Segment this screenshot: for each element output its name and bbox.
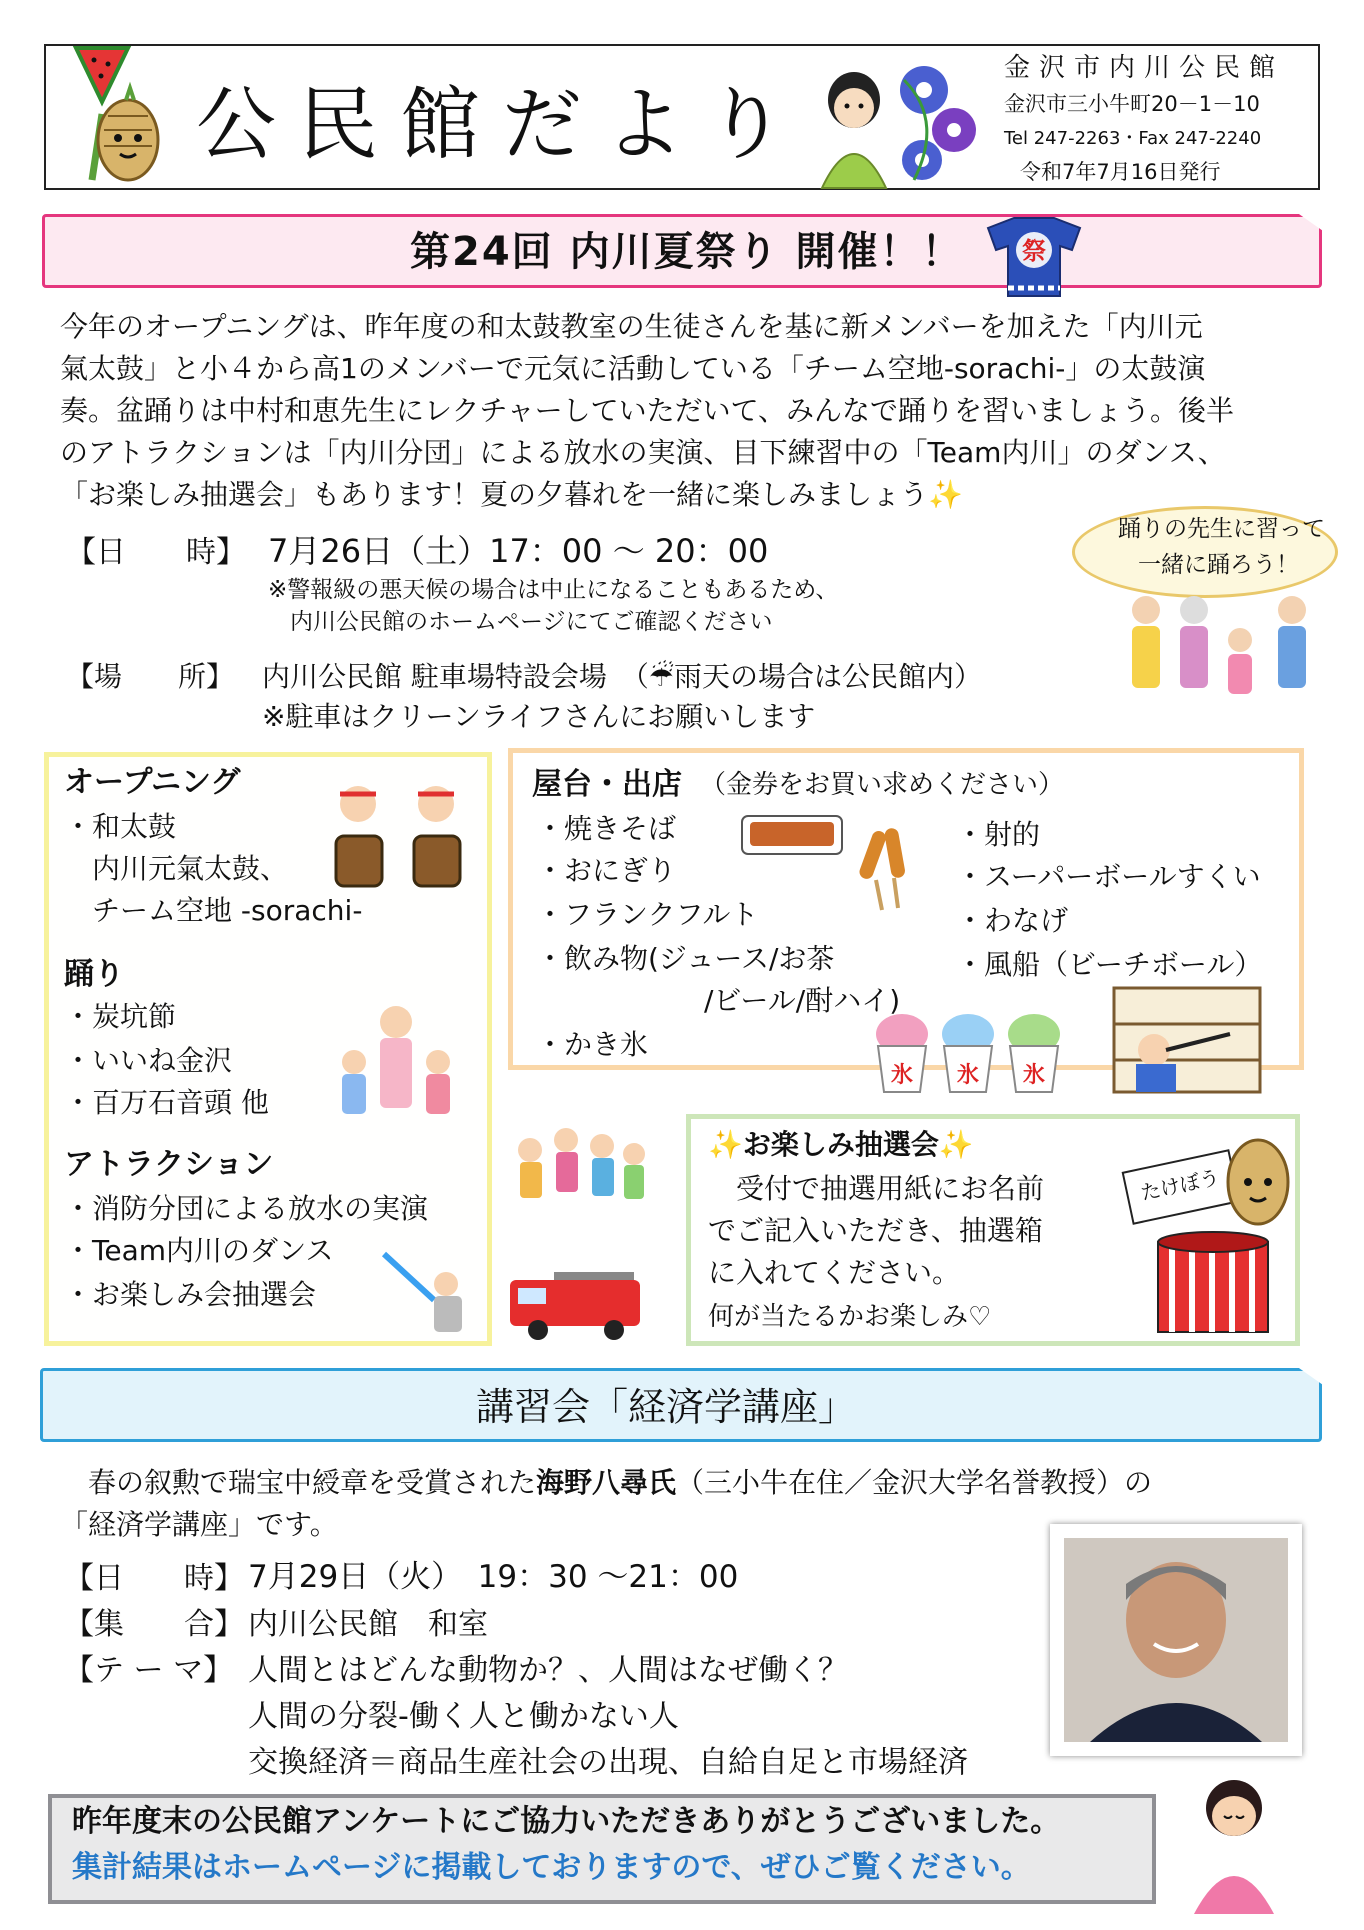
opening-heading: オープニング (64, 765, 241, 800)
weather-note-2: 内川公民館のホームページにてご確認ください (290, 609, 773, 635)
lecture-theme-line: 人間の分裂-働く人と働かない人 (248, 1699, 679, 1734)
lottery-footer: 何が当たるかお楽しみ♡ (708, 1302, 992, 1332)
publisher-address: 金沢市三小牛町20－1－10 (1004, 92, 1260, 116)
game-item: ・スーパーボールすくい (956, 860, 1261, 893)
shaved-ice-illustration (868, 1010, 1066, 1100)
lecture-intro-line-1 (60, 1462, 1152, 1504)
lecture-intro-text: 春の叙勲で瑞宝中綬章を受賞された (60, 1466, 537, 1499)
yakisoba-tray-illustration (738, 808, 846, 860)
frankfurt-illustration (852, 824, 916, 914)
svg-text:氷: 氷 (890, 1063, 914, 1088)
lecturer-portrait-image (1050, 1524, 1302, 1756)
attraction-heading: アトラクション (64, 1147, 274, 1182)
attraction-item: ・お楽しみ会抽選会 (64, 1278, 317, 1311)
bon-dance-family-illustration (1110, 590, 1336, 710)
opening-item: 内川元氣太鼓、 (64, 852, 289, 885)
parking-note: ※駐車はクリーンライフさんにお願いします (262, 700, 816, 733)
lecture-intro-text: （三小牛在住／金沢大学名誉教授）の (676, 1466, 1153, 1499)
lecturer-photo (1050, 1524, 1302, 1756)
lecture-datetime-value: 7月29日（火） 19：30 ～21：00 (248, 1559, 739, 1595)
lottery-line: でご記入いただき、抽選箱 (708, 1214, 1043, 1247)
dance-item: ・いいね金沢 (64, 1044, 233, 1077)
lecture-theme-label: 【テ ー マ】 (64, 1653, 234, 1688)
lecture-datetime-label: 【日 時】 (64, 1561, 244, 1596)
stall-item: ・かき氷 (536, 1028, 649, 1061)
lecture-place-value: 内川公民館 和室 (248, 1607, 488, 1642)
stall-item: ・焼きそば (536, 812, 677, 845)
lottery-line: に入れてください。 (708, 1256, 961, 1289)
speech-bubble-line-1: 踊りの先生に習って (1118, 516, 1325, 542)
issue-date: 令和7年7月16日発行 (1020, 160, 1221, 184)
lecture-place-label: 【集 合】 (64, 1607, 244, 1642)
lecture-title: 講習会「経済学講座」 (476, 1385, 857, 1429)
game-item: ・風船（ビーチボール） (956, 948, 1263, 981)
festival-intro-line: 今年のオープニングは、昨年度の和太鼓教室の生徒さんを基に新メンバーを加えた「内川元 (60, 310, 1203, 343)
opening-item: チーム空地 -sorachi- (64, 894, 363, 927)
firefighter-hose-illustration (374, 1244, 480, 1336)
festival-datetime-label: 【日 時】 (66, 535, 246, 570)
shooting-gallery-illustration (1110, 984, 1264, 1096)
stall-item: ・おにぎり (536, 854, 677, 887)
takebou-mascot-lottery-box-illustration (1154, 1122, 1296, 1342)
newsletter-title: 公民館だより (196, 78, 808, 171)
festival-datetime-value: 7月26日（土）17：00 ～ 20：00 (268, 532, 769, 570)
lecture-intro-line-2: 「経済学講座」です。 (60, 1508, 338, 1541)
stall-item: /ビール/酎ハイ) (536, 984, 901, 1017)
survey-results-notice: 集計結果はホームページに掲載しておりますので、ぜひご覧ください。 (72, 1850, 1031, 1885)
attraction-item: ・消防分団による放水の実演 (64, 1192, 429, 1225)
festival-place-label: 【場 所】 (66, 660, 235, 693)
lottery-heading: ✨お楽しみ抽選会✨ (708, 1128, 974, 1161)
festival-intro-line: 氣太鼓」と小４から高1のメンバーで元気に活動している「チーム空地-sorachi-」の太鼓演 (60, 352, 1206, 385)
festival-intro-line: 「お楽しみ抽選会」もあります！夏の夕暮れを一緒に楽しみましょう✨ (60, 478, 963, 511)
stalls-heading: 屋台・出店 (532, 767, 682, 802)
happi-emblem: 祭 (1022, 237, 1046, 265)
bowing-staff-illustration (1174, 1768, 1294, 1918)
mascot-name: たけぼう (1138, 1164, 1222, 1206)
dancing-kids-illustration (506, 1110, 652, 1220)
yukata-dancers-illustration (332, 1000, 460, 1120)
weather-note-1: ※警報級の悪天候の場合は中止になることもあるため、 (268, 577, 839, 603)
svg-text:氷: 氷 (1022, 1063, 1046, 1088)
stall-item: ・飲み物(ジュース/お茶 (536, 942, 835, 975)
opening-item: ・和太鼓 (64, 810, 177, 843)
dance-item: ・百万石音頭 他 (64, 1086, 269, 1119)
happi-coat-icon (980, 210, 1088, 302)
watermelon-mascot-illustration (68, 30, 188, 200)
publisher-name: 金沢市内川公民館 (1004, 53, 1285, 83)
lecture-theme-line: 交換経済＝商品生産社会の出現、自給自足と市場経済 (248, 1745, 968, 1780)
dance-item: ・炭坑節 (64, 1000, 177, 1033)
festival-intro-line: のアトラクションは「内川分団」による放水の実演、目下練習中の「Team内川」のダンス、 (60, 436, 1226, 469)
festival-title: 第24回 内川夏祭り 開催！！ (410, 229, 964, 275)
lecture-theme-line: 人間とはどんな動物か？、人間はなぜ働く？ (248, 1653, 848, 1688)
stalls-note: （金券をお買い求めください） (700, 770, 1065, 800)
survey-thanks: 昨年度末の公民館アンケートにご協力いただきありがとうございました。 (72, 1804, 1061, 1839)
speech-bubble-line-2: 一緒に踊ろう！ (1138, 552, 1299, 578)
festival-place-value: 内川公民館 駐車場特設会場 （☔雨天の場合は公民館内） (262, 660, 983, 693)
game-item: ・射的 (956, 818, 1041, 851)
lecturer-name: 海野八尋氏 (536, 1466, 677, 1499)
festival-intro-line: 奏。盆踊りは中村和恵先生にレクチャーしていただいて、みんなで踊りを習いましょう。後半 (60, 394, 1235, 427)
lottery-line: 受付で抽選用紙にお名前 (708, 1172, 1045, 1205)
stall-item: ・フランクフルト (536, 898, 759, 931)
attraction-item: ・Team内川のダンス (64, 1234, 334, 1267)
morning-glory-girl-illustration (794, 60, 980, 190)
fire-truck-illustration (506, 1260, 646, 1342)
svg-text:氷: 氷 (956, 1063, 980, 1088)
taiko-drummers-illustration (318, 780, 478, 890)
publisher-tel-fax: Tel 247-2263・Fax 247-2240 (1004, 128, 1262, 149)
dance-heading: 踊り (64, 957, 124, 992)
game-item: ・わなげ (956, 904, 1069, 937)
